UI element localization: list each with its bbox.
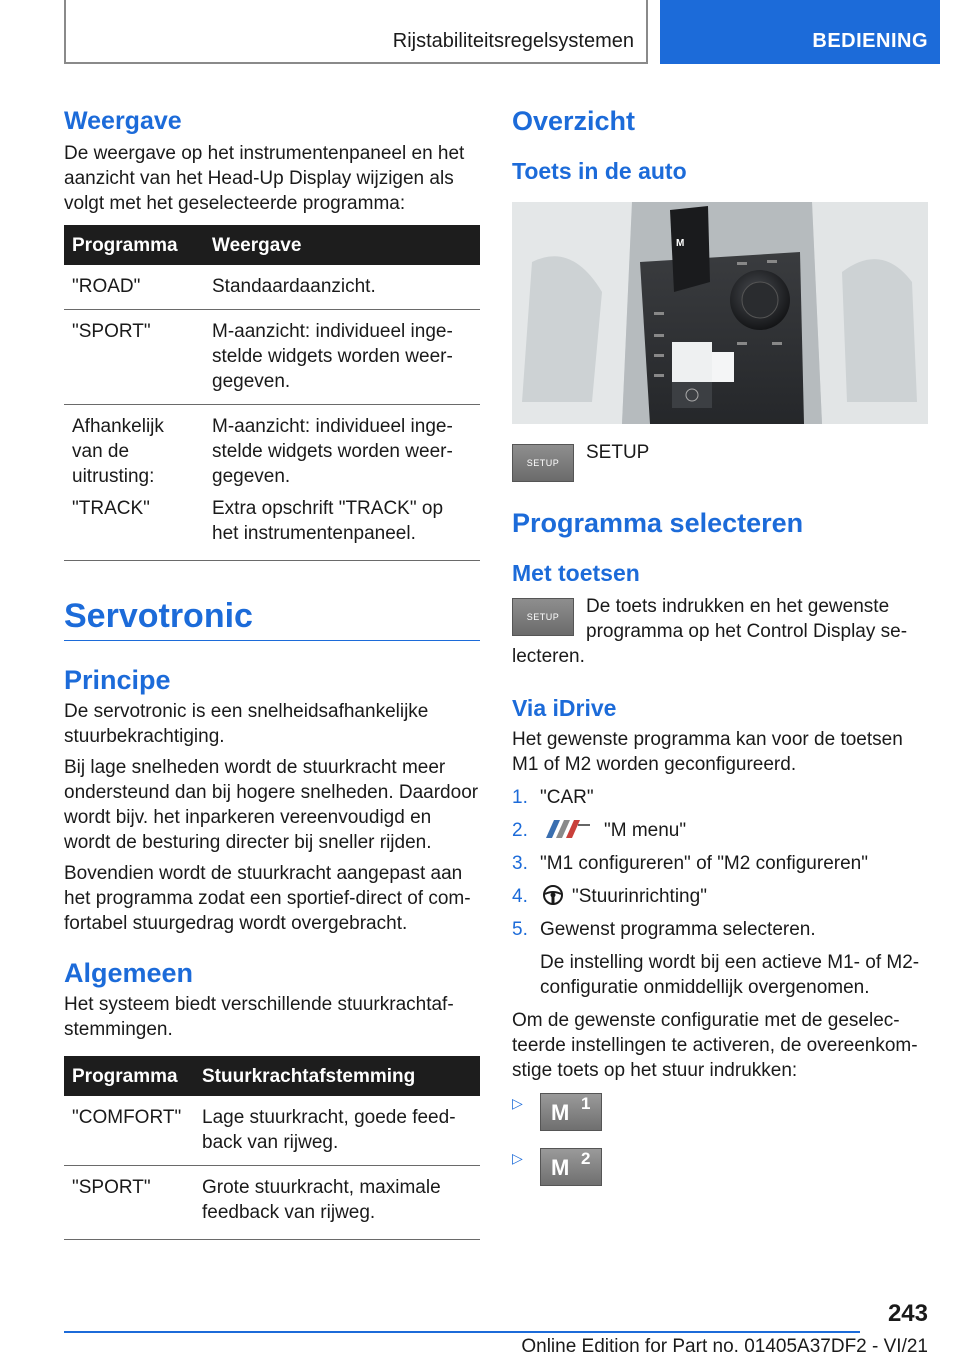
table-cell: Grote stuurkracht, maximale feedback van rijweg. — [194, 1166, 480, 1240]
table-header-programma: Programma — [64, 225, 204, 265]
setup-label: SETUP — [586, 442, 650, 463]
algemeen-text: Het systeem biedt verschillende stuurkrachtafstemmingen. — [64, 994, 454, 1040]
table-cell: Lage stuurkracht, goede feedback van rijweg. — [194, 1096, 480, 1166]
met-toetsen-text: De toets indrukken en het gewenste programma op het Control Display selecteren. — [512, 596, 908, 667]
met-toetsen-block — [512, 594, 928, 669]
overzicht-heading: Overzicht — [512, 106, 636, 136]
svg-text:M: M — [676, 238, 685, 249]
bullet-icon: ▷ — [512, 1150, 523, 1166]
page-number: 243 — [887, 1300, 928, 1327]
table-cell-line: "TRACK" — [72, 498, 150, 519]
list-item — [512, 851, 928, 876]
right-column — [512, 100, 928, 1186]
table-header-weergave: Weergave — [204, 225, 480, 265]
header-chapter-tab — [660, 0, 940, 64]
step-text: "CAR" — [540, 787, 594, 808]
step-text: Gewenst programma selecteren. — [540, 919, 816, 940]
steps-list — [512, 785, 928, 1000]
step-text: "Stuurinrichting" — [572, 886, 707, 907]
table-cell-line: Extra opschrift "TRACK" op het instrumentenpaneel. — [212, 498, 444, 544]
table-row — [64, 405, 480, 561]
list-item — [512, 884, 928, 909]
principe-text-3: Bovendien wordt de stuurkracht aangepast aan het programma zodat een sportief-direct of comfortabel stuurgedrag wordt overgebracht. — [64, 863, 471, 934]
servotronic-heading: Servotronic — [64, 597, 253, 635]
weergave-table — [64, 225, 480, 561]
m2-number: 2 — [581, 1149, 591, 1168]
step-number: 2. — [512, 820, 528, 841]
table-cell-line: Afhankelijk van de uitrusting: — [72, 416, 164, 487]
m1-letter: M — [551, 1100, 570, 1125]
bullet-icon: ▷ — [512, 1095, 523, 1111]
step5-sub-text: De instelling wordt bij een actieve M1- of M2-configuratie onmiddellijk overgenomen. — [540, 952, 920, 998]
m1-row — [512, 1093, 928, 1131]
m2-row — [512, 1148, 928, 1186]
setup-button-icon: SETUP — [512, 598, 574, 636]
setup-row — [512, 444, 928, 482]
table-header-programma: Programma — [64, 1056, 194, 1096]
step-text: "M1 configureren" of "M2 configureren" — [540, 853, 868, 874]
header-section-title: Rijstabiliteitsregelsystemen — [392, 30, 634, 52]
table-cell — [204, 405, 480, 561]
table-cell: "COMFORT" — [64, 1096, 194, 1166]
table-row — [64, 310, 480, 405]
table-cell: "SPORT" — [64, 310, 204, 405]
steering-wheel-icon — [542, 884, 564, 906]
weergave-heading: Weergave — [64, 107, 182, 135]
weergave-text: De weergave op het instrumentenpaneel en het aanzicht van het Head-Up Display wijzigen als volgt met het geselecteerde programma: — [64, 143, 465, 214]
table-cell — [64, 405, 204, 561]
algemeen-heading: Algemeen — [64, 958, 194, 988]
via-idrive-text: Het gewenste programma kan voor de toetsen M1 of M2 worden geconfigureerd. — [512, 729, 903, 775]
list-item — [512, 917, 928, 942]
m1-button-icon — [540, 1093, 602, 1131]
met-toetsen-heading: Met toetsen — [512, 560, 640, 586]
stuurkracht-table — [64, 1056, 480, 1240]
header-chapter-title: BEDIENING — [812, 30, 928, 52]
m1-number: 1 — [581, 1094, 591, 1113]
step-number: 4. — [512, 886, 528, 907]
m2-button-icon — [540, 1148, 602, 1186]
left-column — [64, 100, 480, 1240]
table-cell: M-aanzicht: individueel ingestelde widgets worden weergegeven. — [204, 310, 480, 405]
list-item — [512, 785, 928, 810]
table-cell: "ROAD" — [64, 265, 204, 310]
footer-rule — [64, 1331, 860, 1333]
table-cell: "SPORT" — [64, 1166, 194, 1240]
step-number: 3. — [512, 853, 528, 874]
footer-edition: Online Edition for Part no. 01405A37DF2 - VI/21 — [521, 1336, 928, 1357]
step-text: "M menu" — [604, 820, 687, 841]
servotronic-heading-wrap — [64, 597, 480, 641]
table-row — [64, 265, 480, 310]
header-section-tab — [64, 0, 648, 64]
via-idrive-heading: Via iDrive — [512, 695, 617, 721]
console-illustration — [512, 202, 928, 424]
toets-heading: Toets in de auto — [512, 158, 687, 184]
activate-text: Om de gewenste configuratie met de geselecteerde instellingen te activeren, de overeenkomstige toets op het stuur indrukken: — [512, 1010, 918, 1081]
table-row — [64, 1096, 480, 1166]
programma-selecteren-heading: Programma selecteren — [512, 508, 804, 538]
principe-text-1: De servotronic is een snelheidsafhankelijke stuurbekrachtiging. — [64, 701, 429, 747]
step-number: 1. — [512, 787, 528, 808]
principe-text-2: Bij lage snelheden wordt de stuurkracht meer ondersteund dan bij hogere snelheden. Daardoor wordt bijv. het inparkeren vereenvoudigd en wordt de besturing directer bij sneller rijden. — [64, 757, 479, 853]
m2-letter: M — [551, 1155, 570, 1180]
step-number: 5. — [512, 919, 528, 940]
list-item — [512, 818, 928, 843]
table-cell: Standaardaanzicht. — [204, 265, 480, 310]
m-menu-icon — [540, 818, 592, 840]
table-row — [64, 1166, 480, 1240]
console-photo — [512, 202, 928, 424]
principe-heading: Principe — [64, 665, 171, 695]
table-cell-line: M-aanzicht: individueel ingestelde widgets worden weergegeven. — [212, 416, 453, 487]
table-header-stuurkracht: Stuurkrachtafstemming — [194, 1056, 480, 1096]
setup-button-icon: SETUP — [512, 444, 574, 482]
